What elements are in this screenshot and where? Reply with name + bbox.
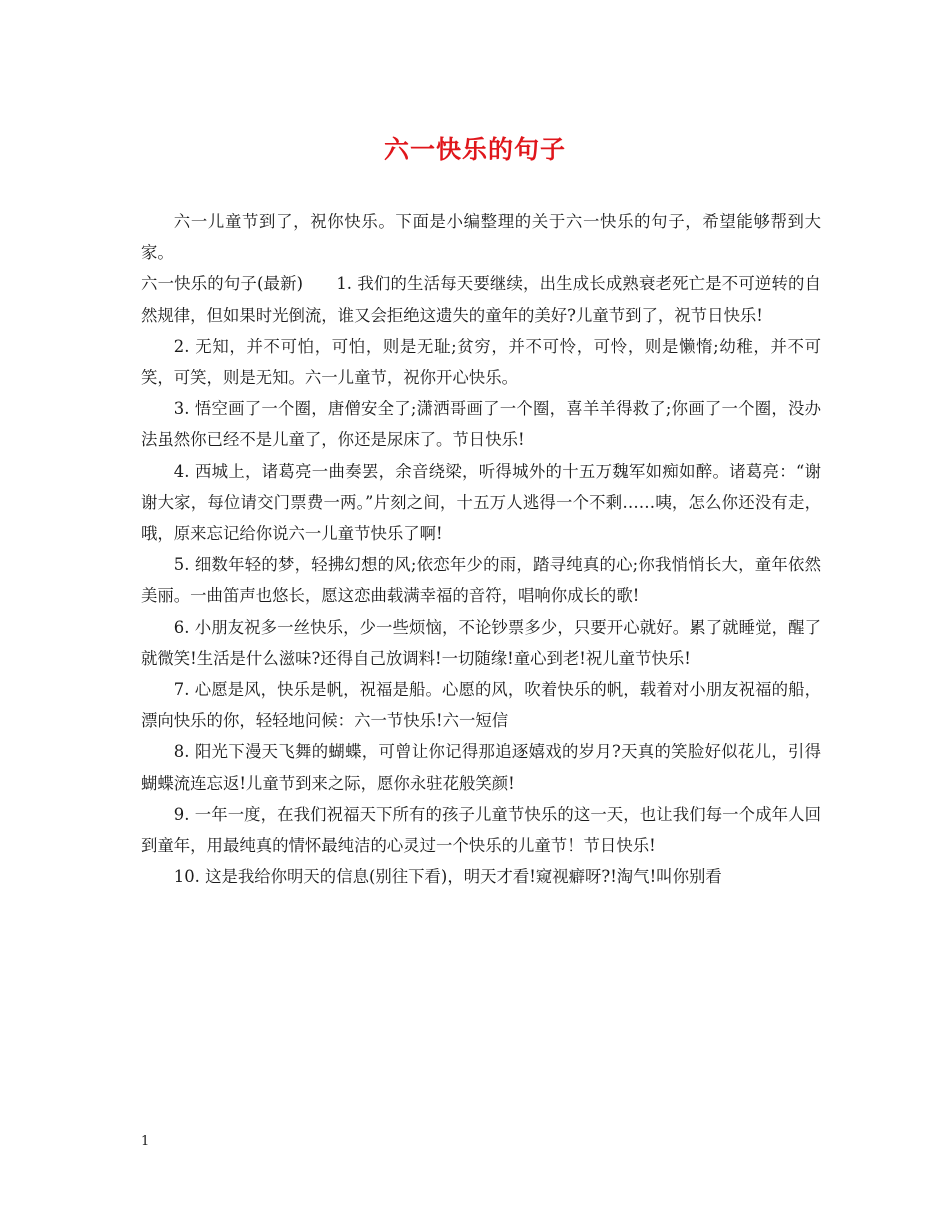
- paragraph-intro: 六一儿童节到了，祝你快乐。下面是小编整理的关于六一快乐的句子，希望能够帮到大家。: [141, 212, 821, 263]
- paragraph-10: 10. 这是我给你明天的信息(别往下看)，明天才看!窥视癖呀?!淘气!叫你别看: [173, 867, 722, 887]
- document-body: [141, 206, 821, 892]
- paragraph-6: 6. 小朋友祝多一丝快乐，少一些烦恼，不论钞票多少，只要开心就好。累了就睡觉，醒了就微笑!生活是什么滋味?还得自己放调料!一切随缘!童心到老!祝儿童节快乐!: [141, 617, 821, 668]
- paragraph-4: 4. 西城上，诸葛亮一曲奏罢，余音绕梁，听得城外的十五万魏军如痴如醉。诸葛亮：“谢谢大家，每位请交门票费一两。”片刻之间，十五万人逃得一个不剩……咦，怎么你还没有走，哦，原来忘记给你说六一儿童节快乐了啊!: [141, 461, 821, 544]
- paragraph-5: 5. 细数年轻的梦，轻拂幻想的风;依恋年少的雨，踏寻纯真的心;你我悄悄长大，童年依然美丽。一曲笛声也悠长，愿这恋曲载满幸福的音符，唱响你成长的歌!: [141, 555, 821, 606]
- paragraph-7: 7. 心愿是风，快乐是帆，祝福是船。心愿的风，吹着快乐的帆，载着对小朋友祝福的船，漂向快乐的你，轻轻地问候：六一节快乐!六一短信: [141, 680, 821, 731]
- paragraph-9: 9. 一年一度，在我们祝福天下所有的孩子儿童节快乐的这一天，也让我们每一个成年人回到童年，用最纯真的情怀最纯洁的心灵过一个快乐的儿童节！节日快乐!: [141, 804, 821, 856]
- paragraph-1: 六一快乐的句子(最新) 1. 我们的生活每天要继续，出生成长成熟衰老死亡是不可逆转的自然规律，但如果时光倒流，谁又会拒绝这遗失的童年的美好?儿童节到了，祝节日快乐!: [141, 274, 821, 325]
- paragraph-2: 2. 无知，并不可怕，可怕，则是无耻;贫穷，并不可怜，可怜，则是懒惰;幼稚，并不可笑，可笑，则是无知。六一儿童节，祝你开心快乐。: [141, 336, 821, 388]
- page-title: 六一快乐的句子: [383, 135, 566, 164]
- paragraph-8: 8. 阳光下漫天飞舞的蝴蝶，可曾让你记得那追逐嬉戏的岁月?天真的笑脸好似花儿，引得蝴蝶流连忘返!儿童节到来之际，愿你永驻花般笑颜!: [141, 742, 821, 793]
- paragraph-3: 3. 悟空画了一个圈，唐僧安全了;潇洒哥画了一个圈，喜羊羊得救了;你画了一个圈，没办法虽然你已经不是儿童了，你还是尿床了。节日快乐!: [141, 399, 821, 450]
- page-number: 1: [141, 1134, 150, 1149]
